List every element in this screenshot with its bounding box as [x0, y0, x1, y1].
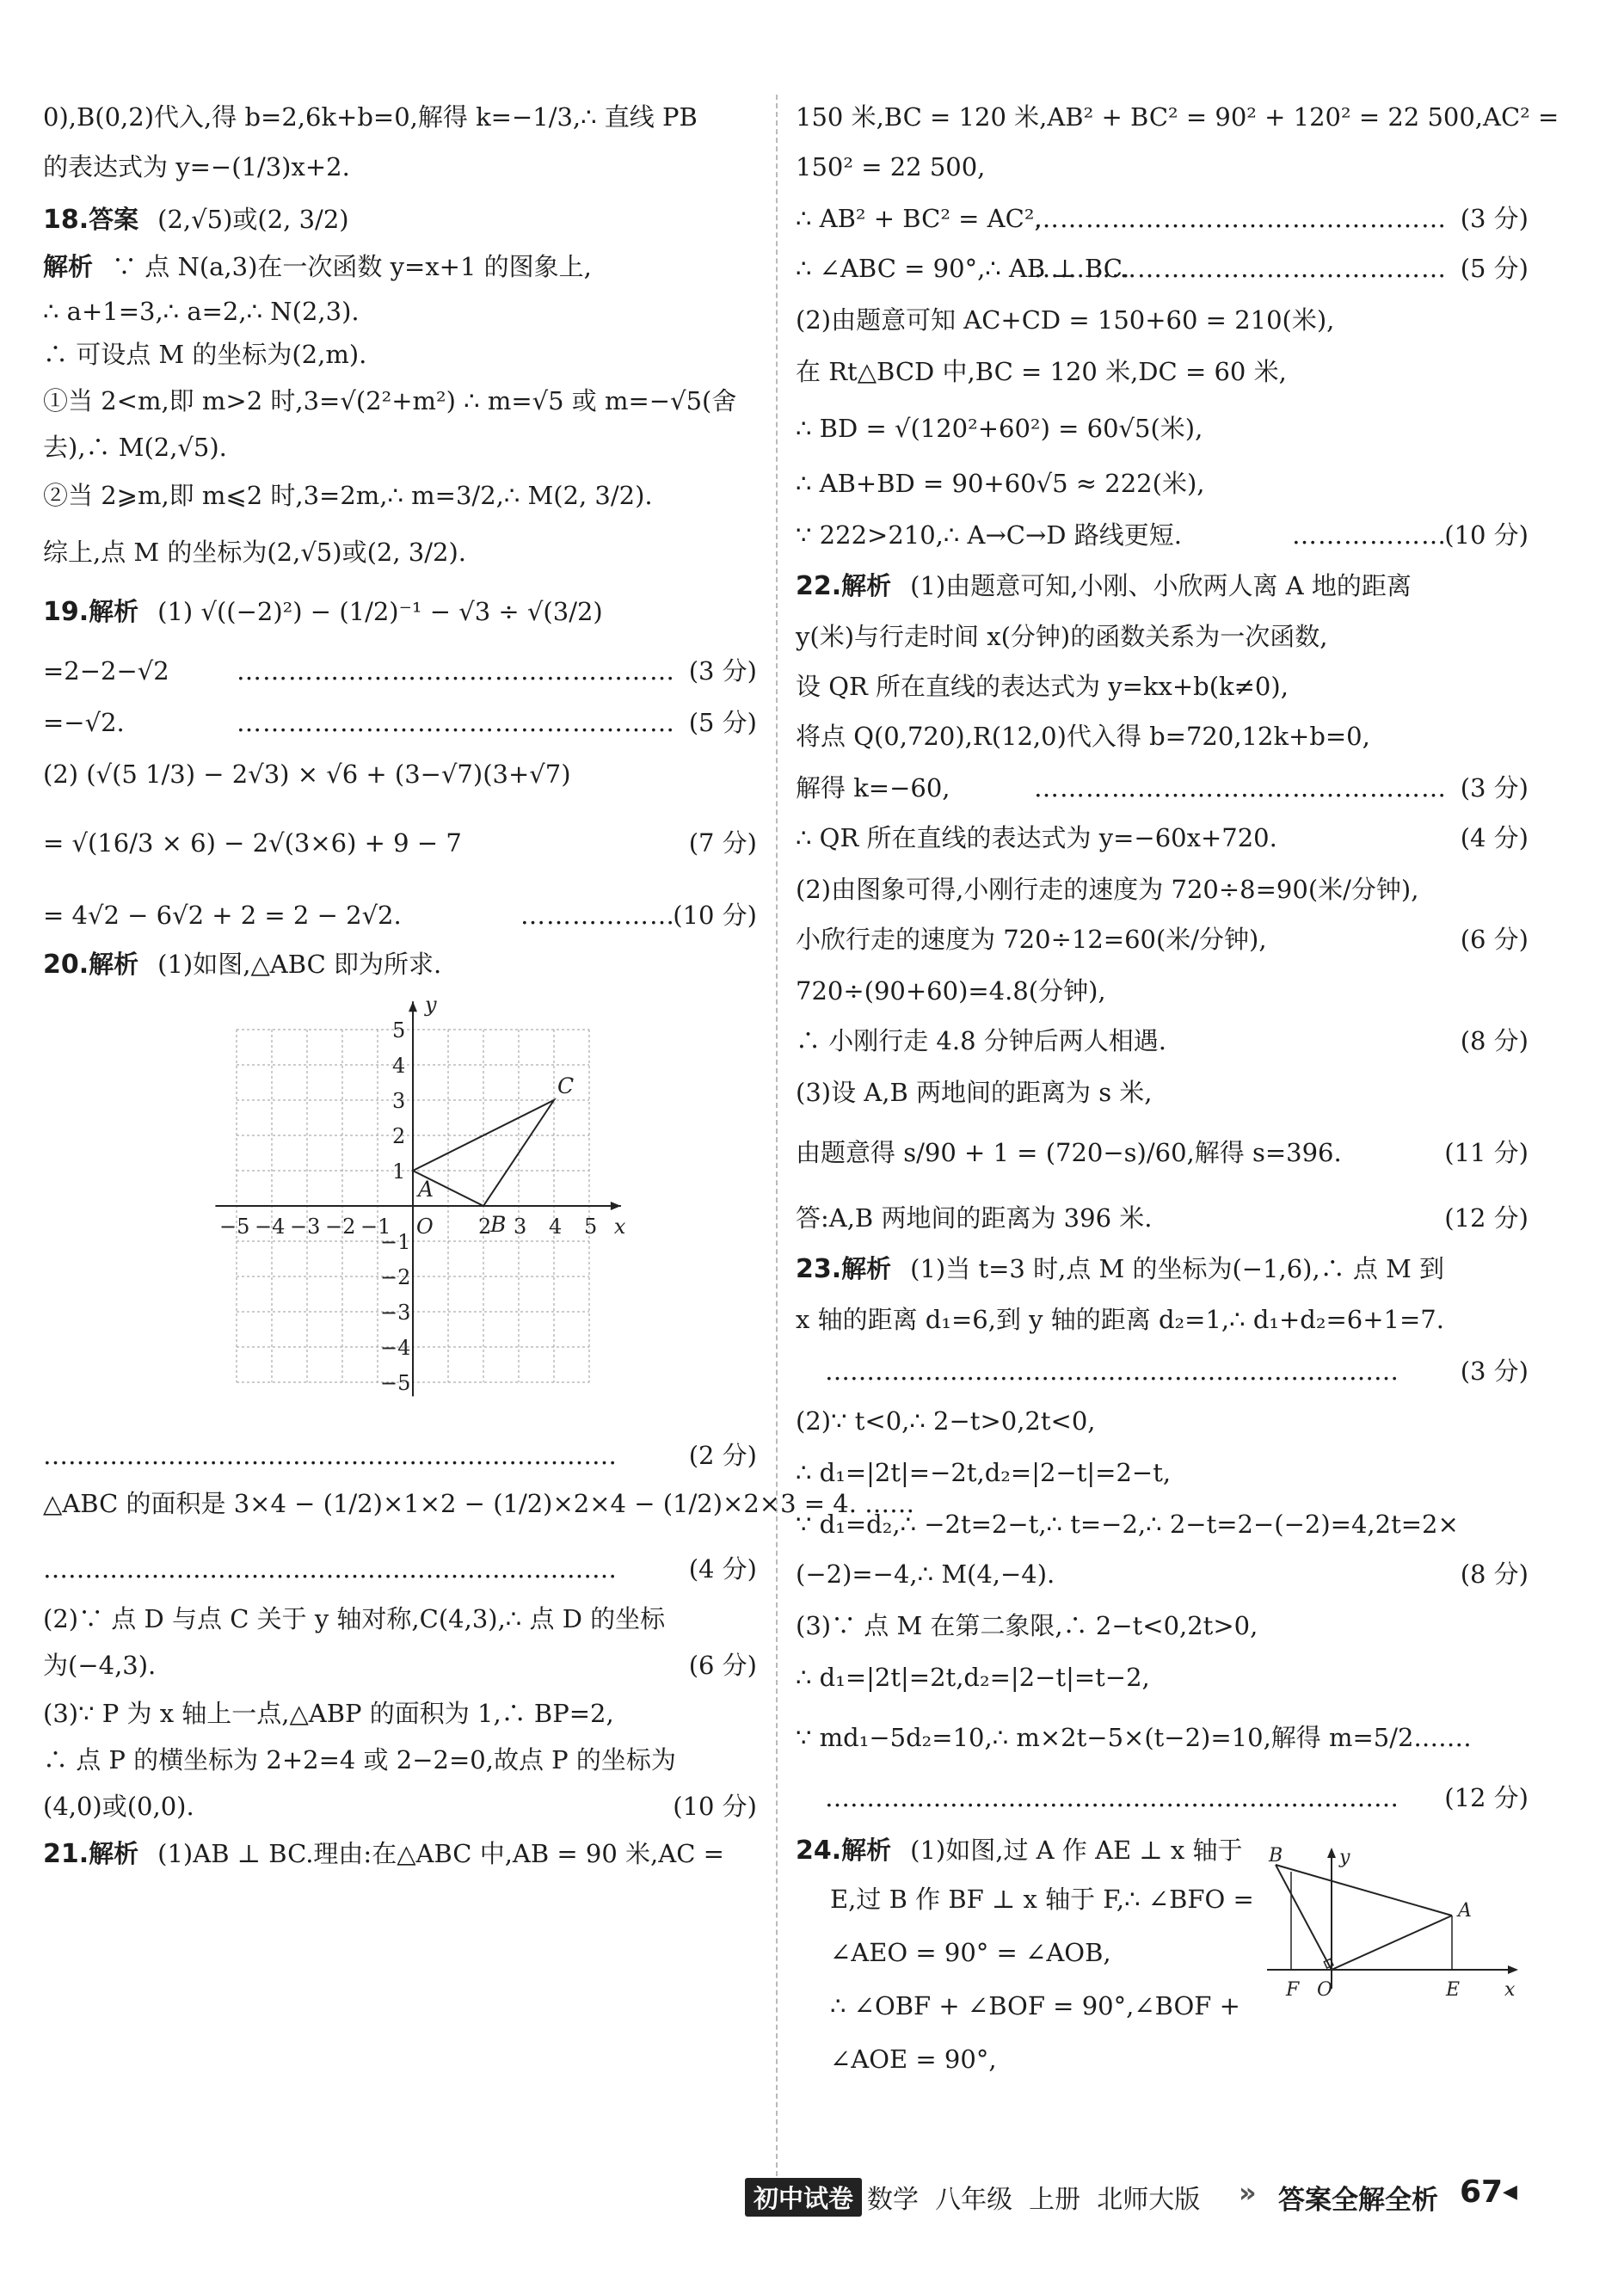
y-tick-label: −2: [380, 1265, 411, 1289]
text-line: E,过 B 作 BF ⊥ x 轴于 F,∴ ∠BFO =: [830, 1885, 1254, 1914]
leader-dots: ……………………………………………: [43, 1554, 467, 1584]
text-line: ∴ d₁=|2t|=−2t,d₂=|2−t|=2−t,: [796, 1458, 1172, 1487]
leader-dots: ……………………………………………: [825, 1783, 1249, 1812]
text-line: (1)当 t=3 时,点 M 的坐标为(−1,6),∴ 点 M 到: [910, 1254, 1445, 1283]
segment-oa: [1332, 1916, 1452, 1970]
text-line: 设 QR 所在直线的表达式为 y=kx+b(k≠0),: [796, 672, 1289, 701]
text-line: [796, 520, 1529, 569]
text-line: [43, 1553, 757, 1603]
text-line: [796, 1722, 1529, 1782]
question-number: 22.: [796, 571, 842, 601]
term: 上册: [1029, 2185, 1081, 2215]
text-line: (3)∵ P 为 x 轴上一点,△ABP 的面积为 1,∴ BP=2,: [43, 1699, 614, 1728]
figure-label-5: E: [1446, 1979, 1461, 2001]
analysis-tag: 解析: [841, 571, 892, 600]
text-line: [796, 1559, 1529, 1610]
leader-dots: …………………………………………: [1034, 254, 1447, 283]
points-label: (10 分): [1444, 520, 1529, 550]
points-label: (10 分): [673, 901, 757, 930]
analysis-tag: 解析: [89, 1839, 139, 1868]
text-line: (1)由题意可知,小刚、小欣两人离 A 地的距离: [910, 571, 1412, 600]
coordinate-grid-figure: [43, 993, 645, 1440]
text-line: ∴ d₁=|2t|=2t,d₂=|2−t|=t−2,: [796, 1663, 1150, 1692]
leader-dots: ……………………………………………: [237, 708, 675, 737]
leader-dots: ………………: [1249, 1783, 1399, 1812]
formula: (4,0)或(0,0).: [43, 1792, 194, 1821]
text-line: [796, 924, 1529, 975]
text-line: (2)由图象可得,小刚行走的速度为 720÷8=90(米/分钟),: [796, 875, 1419, 904]
formula: 答:A,B 两地间的距离为 396 米.: [796, 1203, 1153, 1233]
text-line: 720÷(90+60)=4.8(分钟),: [796, 976, 1106, 1006]
question-19: [43, 595, 757, 655]
y-tick-label: 3: [392, 1089, 406, 1113]
formula: ∴ QR 所在直线的表达式为 y=−60x+720.: [796, 823, 1277, 852]
text-line: ∴ 点 P 的横坐标为 2+2=4 或 2−2=0,故点 P 的坐标为: [43, 1745, 676, 1774]
text-line: [796, 822, 1529, 874]
text-line: 去),∴ M(2,√5).: [43, 433, 227, 462]
leader-dots: ……: [1421, 1723, 1472, 1752]
points-label: (3 分): [688, 656, 757, 686]
point-label-c: C: [557, 1073, 575, 1098]
points-label: (5 分): [1460, 254, 1529, 283]
text-line: 的表达式为 y=−(1/3)x+2.: [43, 152, 350, 181]
question-number: 24.: [796, 1836, 842, 1866]
points-label: (8 分): [1460, 1559, 1529, 1589]
text-line: [796, 772, 1529, 822]
y-tick-label: 1: [392, 1159, 406, 1184]
analysis-tag: 解析: [841, 1836, 892, 1865]
leader-dots: …………………………………………: [1034, 773, 1447, 803]
answers-title: 答案全解全析: [1278, 2185, 1438, 2216]
text-line: [43, 827, 757, 900]
book-info: [867, 2178, 1200, 2216]
points-label: (8 分): [1460, 1026, 1529, 1055]
x-axis-arrow: [1508, 1965, 1518, 1974]
point-label-b: B: [490, 1212, 507, 1237]
text-line: [43, 707, 757, 759]
analysis-tag: 解析: [841, 1254, 892, 1283]
text-line: [43, 1650, 757, 1698]
leader-dots: ………………: [520, 901, 675, 930]
formula: 由题意得 s/90 + 1 = (720−s)/60,解得 s=396.: [796, 1138, 1342, 1167]
text-line: (1)AB ⊥ BC.理由:在△ABC 中,AB = 90 米,AC =: [157, 1839, 724, 1868]
leader-dots: ……………………………………………: [237, 656, 675, 686]
x-tick-label: −4: [255, 1215, 286, 1239]
x-tick-label: −1: [360, 1215, 391, 1239]
text-line: ∠AEO = 90° = ∠AOB,: [830, 1938, 1111, 1967]
y-tick-label: 2: [392, 1124, 406, 1148]
triangle-left-icon: ◀: [1503, 2181, 1517, 2203]
segment-ba: [1276, 1865, 1452, 1916]
y-tick-label: 4: [392, 1054, 406, 1078]
question-number: 18.: [43, 205, 89, 235]
formula: =−√2.: [43, 708, 125, 737]
points-label: (5 分): [688, 708, 757, 737]
text-line: [43, 1791, 757, 1837]
points-label: (4 分): [1460, 823, 1529, 852]
leader-dots: ………………: [467, 1441, 617, 1470]
formula: 小欣行走的速度为 720÷12=60(米/分钟),: [796, 925, 1267, 954]
leader-dots: ………………: [1249, 1356, 1399, 1386]
segment-bo: [1276, 1865, 1332, 1970]
text-line: ∴ AB+BD = 90+60√5 ≈ 222(米),: [796, 469, 1205, 498]
text-line: 150² = 22 500,: [796, 152, 986, 181]
text-line: x 轴的距离 d₁=6,到 y 轴的距离 d₂=1,∴ d₁+d₂=6+1=7.: [796, 1305, 1444, 1334]
points-label: (12 分): [1444, 1783, 1529, 1812]
text-line: 在 Rt△BCD 中,BC = 120 米,DC = 60 米,: [796, 357, 1287, 386]
answer-text: (2,√5)或(2, 3/2): [157, 205, 349, 234]
y-axis-label: y: [425, 993, 437, 1018]
text-line: ∴ a+1=3,∴ a=2,∴ N(2,3).: [43, 297, 360, 326]
formula: ∵ 222>210,∴ A→C→D 路线更短.: [796, 520, 1182, 550]
analysis-tag: 解析: [89, 950, 139, 979]
points-label: (2 分): [688, 1441, 757, 1470]
grade: 八年级: [935, 2185, 1013, 2215]
formula: 解得 k=−60,: [796, 773, 950, 803]
y-tick-label: −3: [380, 1301, 411, 1325]
page-footer: [0, 2173, 1624, 2224]
x-tick-label: O: [416, 1215, 434, 1239]
text-line: 150 米,BC = 120 米,AB² + BC² = 90² + 120² = 22 500,AC² =: [796, 102, 1559, 132]
text-line: (1) √((−2)²) − (1/2)⁻¹ − √3 ÷ √(3/2): [157, 597, 603, 626]
leader-dots: ………………: [1292, 520, 1447, 550]
figure-label-1: y: [1339, 1847, 1350, 1868]
points-label: (6 分): [1460, 925, 1529, 954]
formula: ∴ ∠ABC = 90°,∴ AB ⊥ BC.: [796, 254, 1130, 283]
text-line: [43, 900, 757, 948]
question-18: [43, 203, 757, 251]
text-line: (2)由题意可知 AC+CD = 150+60 = 210(米),: [796, 305, 1335, 335]
y-axis-arrow: [1327, 1848, 1336, 1858]
y-tick-label: 5: [392, 1018, 406, 1043]
x-axis-arrow: [611, 1202, 621, 1210]
text-line: [796, 1202, 1529, 1252]
y-axis-arrow: [409, 1001, 417, 1012]
page-number: 67: [1460, 2174, 1504, 2210]
leader-dots: ……………………………………………: [43, 1441, 467, 1470]
question-number: 19.: [43, 597, 89, 627]
analysis-tag: 解析: [43, 252, 94, 281]
question-22: [796, 569, 1529, 621]
text-line: 综上,点 M 的坐标为(2,√5)或(2, 3/2).: [43, 538, 466, 567]
points-label: (4 分): [688, 1554, 757, 1584]
question-number: 21.: [43, 1839, 89, 1869]
points-label: (6 分): [688, 1651, 757, 1680]
edition: 北师大版: [1097, 2185, 1201, 2215]
formula: ∴ AB² + BC² = AC²,: [796, 204, 1043, 233]
text-line: [43, 655, 757, 707]
question-21: [43, 1837, 757, 1884]
text-line: (1)如图,△ABC 即为所求.: [157, 950, 442, 979]
text-line: △ABC 的面积是 3×4 − (1/2)×1×2 − (1/2)×2×4 − (1/2)×2×3 = 4. ……: [43, 1489, 915, 1518]
x-tick-label: −2: [325, 1215, 356, 1239]
text-line: ∵ d₁=d₂,∴ −2t=2−t,∴ t=−2,∴ 2−t=2−(−2)=4,2t=2×: [796, 1510, 1459, 1539]
analysis-tag: 解析: [89, 597, 139, 626]
brand-badge: 初中试卷: [745, 2178, 862, 2217]
x-axis-label: x: [613, 1215, 626, 1239]
text-line: (3)设 A,B 两地间的距离为 s 米,: [796, 1078, 1153, 1107]
point-label-a: A: [418, 1177, 434, 1202]
text-line: ∠AOE = 90°,: [830, 2045, 997, 2074]
text-line: [796, 1782, 1529, 1834]
text-line: ∴ BD = √(120²+60²) = 60√5(米),: [796, 414, 1203, 443]
subject: 数学: [867, 2185, 919, 2215]
x-tick-label: 4: [549, 1215, 563, 1239]
answer-tag: 答案: [89, 205, 139, 234]
text-line: (2)∵ t<0,∴ 2−t>0,2t<0,: [796, 1406, 1096, 1436]
y-tick-label: −4: [380, 1336, 411, 1360]
question-23: [796, 1252, 1529, 1304]
text-line: (3)∵ 点 M 在第二象限,∴ 2−t<0,2t>0,: [796, 1611, 1258, 1640]
text-line: (2) (√(5 1/3) − 2√3) × √6 + (3−√7)(3+√7): [43, 760, 571, 789]
text-line: y(米)与行走时间 x(分钟)的函数关系为一次函数,: [796, 622, 1328, 651]
x-tick-label: 3: [514, 1215, 527, 1239]
x-tick-label: −3: [290, 1215, 321, 1239]
figure-label-6: x: [1504, 1979, 1516, 2001]
text-line: ①当 2<m,即 m>2 时,3=√(2²+m²) ∴ m=√5 或 m=−√5(舍: [43, 386, 737, 415]
points-label: (3 分): [1460, 773, 1529, 803]
analysis-line: [43, 251, 757, 296]
formula: = √(16/3 × 6) − 2√(3×6) + 9 − 7: [43, 828, 462, 858]
geometry-figure-24: [1267, 1842, 1529, 2014]
formula: 为(−4,3).: [43, 1651, 157, 1680]
figure-label-0: B: [1269, 1845, 1283, 1867]
leader-dots: …………………………………………: [1034, 204, 1447, 233]
x-tick-label: −5: [219, 1215, 250, 1239]
text-line: [796, 1356, 1529, 1405]
text-line: ②当 2⩾m,即 m⩽2 时,3=2m,∴ m=3/2,∴ M(2, 3/2).: [43, 481, 653, 510]
double-chevron-icon: »: [1239, 2176, 1257, 2209]
points-label: (10 分): [673, 1792, 757, 1821]
x-tick-label: 5: [584, 1215, 598, 1239]
points-label: (3 分): [1460, 204, 1529, 233]
formula: = 4√2 − 6√2 + 2 = 2 − 2√2.: [43, 901, 402, 930]
question-24-block: [796, 1834, 1529, 2074]
points-label: (11 分): [1444, 1138, 1529, 1167]
text-line: ∴ ∠OBF + ∠BOF = 90°,∠BOF +: [830, 1991, 1240, 2020]
leader-dots: ……………………………………………: [825, 1356, 1249, 1386]
text-line: (1)如图,过 A 作 AE ⊥ x 轴于: [910, 1836, 1243, 1865]
text-line: [796, 1025, 1529, 1077]
question-number: 20.: [43, 950, 89, 980]
question-number: 23.: [796, 1254, 842, 1284]
formula: (−2)=−4,∴ M(4,−4).: [796, 1559, 1055, 1589]
question-20: [43, 948, 757, 993]
column-divider: [776, 95, 778, 2176]
right-column: [796, 101, 1559, 2074]
text-line: ∵ 点 N(a,3)在一次函数 y=x+1 的图象上,: [112, 252, 592, 281]
text-line: [796, 1137, 1529, 1202]
figure-label-4: O: [1317, 1979, 1333, 2001]
text-line: (2)∵ 点 D 与点 C 关于 y 轴对称,C(4,3),∴ 点 D 的坐标: [43, 1604, 666, 1633]
leader-dots: ………………: [467, 1554, 617, 1584]
text-line: 0),B(0,2)代入,得 b=2,6k+b=0,解得 k=−1/3,∴ 直线 PB: [43, 102, 698, 132]
formula: ∵ md₁−5d₂=10,∴ m×2t−5×(t−2)=10,解得 m=5/2.: [796, 1723, 1422, 1752]
text-line: [796, 253, 1529, 304]
figure-label-3: F: [1286, 1979, 1300, 2001]
x-tick-label: 2: [478, 1215, 492, 1239]
points-label: (3 分): [1460, 1356, 1529, 1386]
y-tick-label: −5: [380, 1371, 411, 1395]
text-line: 将点 Q(0,720),R(12,0)代入得 b=720,12k+b=0,: [796, 722, 1370, 751]
points-label: (7 分): [688, 828, 757, 858]
text-line: [796, 203, 1529, 253]
text-line: ∴ 可设点 M 的坐标为(2,m).: [43, 340, 367, 369]
formula: ∴ 小刚行走 4.8 分钟后两人相遇.: [796, 1026, 1166, 1055]
y-tick-label: −1: [380, 1230, 411, 1254]
points-label: (12 分): [1444, 1203, 1529, 1233]
text-line: [43, 1440, 757, 1488]
figure-label-2: A: [1458, 1900, 1472, 1922]
formula: =2−2−√2: [43, 656, 169, 686]
